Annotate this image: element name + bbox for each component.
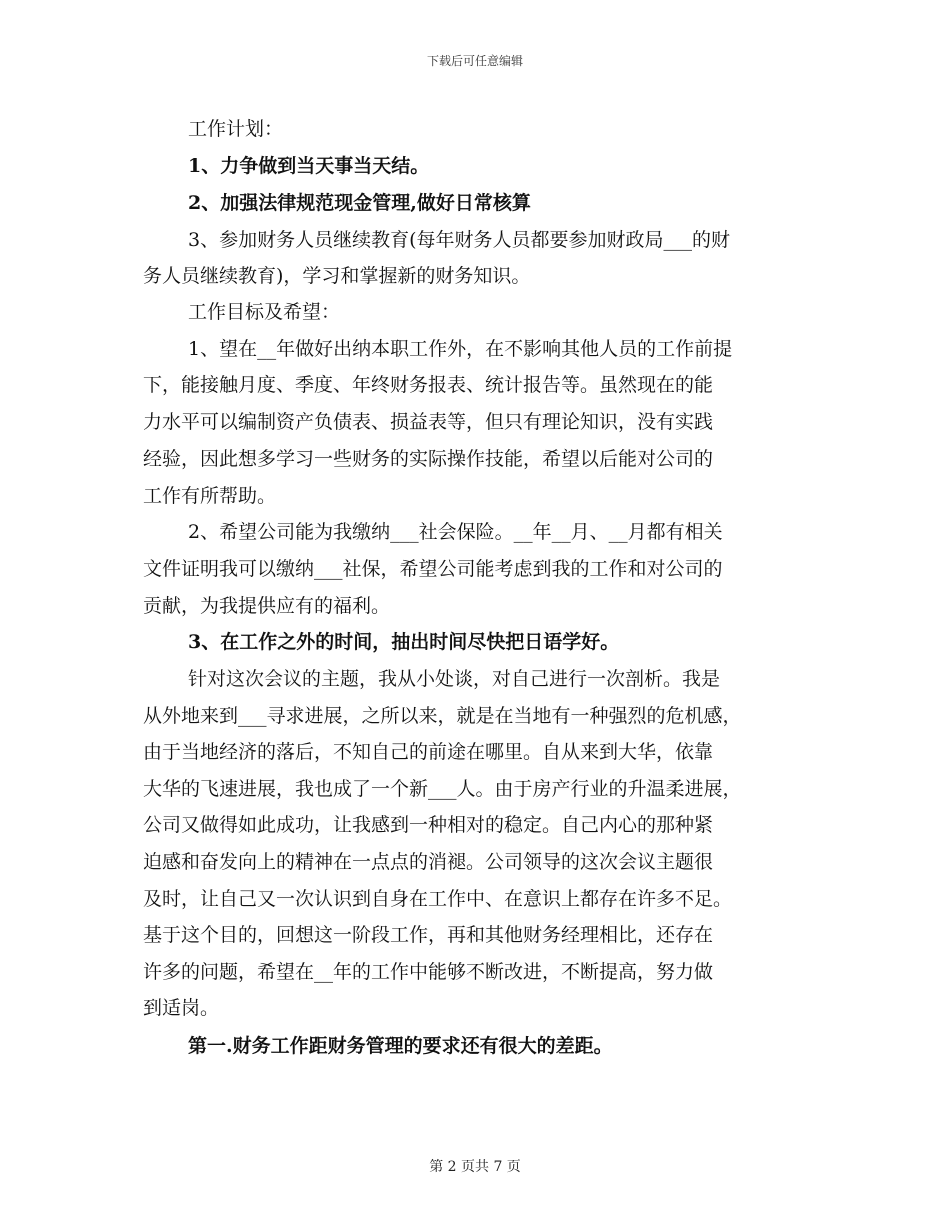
text-line: 文件证明我可以缴纳___社保，希望公司能考虑到我的工作和对公司的 <box>143 558 723 580</box>
text-line: 工作计划： <box>188 118 284 140</box>
text-line: 公司又做得如此成功，让我感到一种相对的稳定。自己内心的那种紧 <box>143 814 714 836</box>
text-line: 经验，因此想多学习一些财务的实际操作技能，希望以后能对公司的 <box>143 448 714 470</box>
text-line: 务人员继续教育)，学习和掌握新的财务知识。 <box>143 265 531 287</box>
text-line: 针对这次会议的主题，我从小处谈，对自己进行一次剖析。我是 <box>188 668 721 690</box>
text-line: 3、参加财务人员继续教育(每年财务人员都要参加财政局___的财 <box>188 229 731 251</box>
text-line: 及时，让自己又一次认识到自身在工作中、在意识上都存在许多不足。 <box>143 888 733 910</box>
text-line: 第一.财务工作距财务管理的要求还有很大的差距。 <box>188 1035 613 1057</box>
text-line: 到适岗。 <box>143 997 220 1019</box>
page-footer: 第 2 页共 7 页 <box>429 1159 521 1175</box>
text-line: 基于这个目的，回想这一阶段工作，再和其他财务经理相比，还存在 <box>143 924 714 946</box>
text-line: 2、希望公司能为我缴纳___社会保险。__年__月、__月都有相关 <box>188 521 723 543</box>
text-line: 下，能接触月度、季度、年终财务报表、统计报告等。虽然现在的能 <box>143 374 714 396</box>
text-line: 力水平可以编制资产负债表、损益表等，但只有理论知识，没有实践 <box>143 411 714 433</box>
text-line: 由于当地经济的落后，不知自己的前途在哪里。自从来到大华，依靠 <box>143 741 714 763</box>
page-header: 下载后可任意编辑 <box>426 54 523 68</box>
text-line: 1、望在__年做好出纳本职工作外，在不影响其他人员的工作前提 <box>188 338 733 360</box>
text-line: 从外地来到___寻求进展，之所以来，就是在当地有一种强烈的危机感， <box>143 705 742 727</box>
text-line: 工作目标及希望： <box>188 301 341 323</box>
text-line: 1、力争做到当天事当天结。 <box>188 155 430 177</box>
text-line: 工作有所帮助。 <box>143 485 277 507</box>
text-line: 大华的飞速进展，我也成了一个新___人。由于房产行业的升温柔进展， <box>143 778 742 800</box>
text-line: 3、在工作之外的时间，抽出时间尽快把日语学好。 <box>188 631 620 653</box>
text-line: 许多的问题，希望在__年的工作中能够不断改进，不断提高，努力做 <box>143 961 714 983</box>
text-line: 迫感和奋发向上的精神在一点点的消褪。公司领导的这次会议主题很 <box>143 851 714 873</box>
text-line: 2、加强法律规范现金管理,做好日常核算 <box>188 192 531 214</box>
text-line: 贡献，为我提供应有的福利。 <box>143 595 391 617</box>
